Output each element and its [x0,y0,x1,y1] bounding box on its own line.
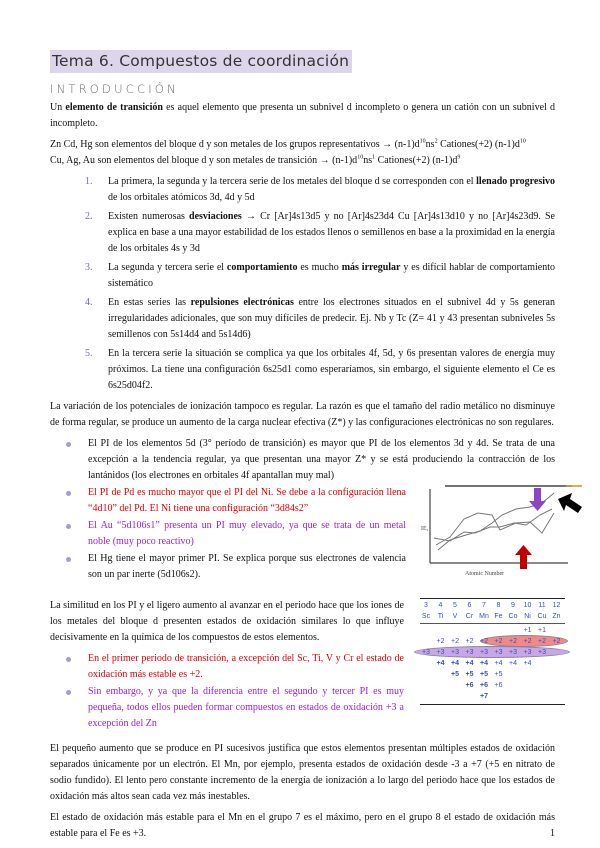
group-number: 12 [552,602,561,609]
list-item [85,209,555,257]
sup: 9 [457,154,461,161]
element-symbol: Zn [552,613,561,620]
oxidation-state: +5 [465,671,474,678]
list-number: 4. [85,297,93,308]
text: Cationes(+2) (n-1)d [437,139,520,150]
group-number: 10 [523,602,532,609]
text: y es difícil hablar de comportamiento sistemático [108,262,555,289]
oxidation-state: +3 [538,649,546,656]
bullet-icon [66,557,71,562]
oxidation-state: +2 [523,638,532,645]
bullet-icon [66,657,71,662]
oxidation-state: +2 [509,638,517,645]
oxidation-state: +2 [436,638,445,645]
sup: 1 [372,154,376,161]
oxidation-state: +4 [494,660,503,667]
x-axis-label: Atomic Number [465,571,505,577]
oxidation-state: +3 [480,649,488,656]
oxidation-state: +6 [465,682,474,689]
oxidation-state: +4 [523,660,532,667]
text: El Au “5d106s1” presenta un PI muy elevado, ya que se trata de un metal noble (muy poco reactivo) [88,520,406,547]
oxidation-state: +5 [494,671,503,678]
bullet-icon [66,690,71,695]
sup: 10 [419,138,426,145]
bold-term: comportamiento [226,262,298,273]
list-item [85,174,555,206]
bold-term: más irregular [341,262,401,273]
oxidation-state: +4 [436,660,445,667]
oxidation-state: +2 [538,638,546,645]
bullet-icon [66,491,71,496]
text: Cationes(+2) (n-1)d [375,155,458,166]
oxidation-state: +3 [523,649,532,656]
paragraph-definition [50,100,555,132]
oxidation-state: +4 [451,660,459,667]
oxidation-state: +6 [480,682,488,689]
text: El PI de Pd es mucho mayor que el PI del Ni. Se debe a la configuración llena “4d10” del Pd. El Ni tiene una configuración “3d84s2” [88,487,406,514]
bullet-item [88,485,555,517]
text: Cu, Ag, Au son elementos del bloque d y son metales de transición → (n-1)d [50,155,358,166]
list-number: 2. [85,211,93,222]
oxidation-state: +5 [451,671,459,678]
sup: 10 [519,138,526,145]
oxidation-state: +1 [538,627,546,634]
text: ns [425,139,435,150]
group-number: 3 [424,602,428,609]
sup: 10 [357,154,364,161]
text: Existen numerosas [108,211,190,222]
spacer [50,584,555,598]
oxidation-state: +4 [465,660,474,667]
bullet-item [88,684,555,732]
oxidation-state: +7 [480,693,488,700]
oxidation-state: +3 [465,649,474,656]
bullet-icon [66,442,71,447]
sup: 2 [434,138,438,145]
text: entre los electrones situados en el subnivel 4d y 5s generan irregularidades adicionales, que son muy difíciles de predecir. Ej. Nb y Tc (Z= 41 y 43 presentan subniveles 5s semillenos con 5s14d4 and 5s14d6) [108,297,555,340]
text: de los orbitales atómicos 3d, 4d y 5d [108,192,255,203]
bullet-item [88,651,555,683]
text: Un [50,102,66,113]
text: ns [363,155,373,166]
paragraph-ionization: La variación de los potenciales de ionización tampoco es regular. La razón es que el tamaño del radio metálico no disminuye de forma regular, se produce un aumento de la carga nuclear efectiva (Z*) y las configuraciones electrónicas no son regulares. [50,401,555,428]
oxidation-state: +6 [494,682,503,689]
text: Sin embargo, y ya que la diferencia entre el segundo y tercer PI es muy pequeña, todos ellos pueden formar compuestos en estados de oxidación +3 a excepción del Zn [88,686,404,729]
group-number: 8 [496,602,501,609]
oxidation-state: +3 [494,649,503,656]
element-symbol: Cu [537,613,547,620]
list-number: 5. [85,348,93,359]
section-heading: INTRODUCCIÓN [50,82,179,96]
bullet-item [88,436,555,484]
oxidation-state: +2 [494,638,503,645]
oxidation-state: +2 [552,638,561,645]
text: La primera, la segunda y la tercera serie de los metales del bloque d se corresponden con el [108,176,477,187]
text: En el primer periodo de transición, a excepción del Sc, Ti, V y Cr el estado de oxidación más estable es +2. [88,653,404,680]
text-line [50,137,555,153]
bold-term: repulsiones electrónicas [190,297,294,308]
text: El Hg tiene el mayor primer PI. Se explica porque sus electrones de valencia son un par inerte (5d106s2). [88,553,406,580]
bold-term: llenado progresivo [476,176,555,187]
bullet-item [88,518,555,550]
element-symbol: Co [508,613,518,620]
element-symbol: Ni [524,613,531,620]
list-item [85,260,555,292]
text: La segunda y tercera serie el [108,262,227,273]
bold-term: elemento de transición [65,102,163,113]
black-arrow-icon [558,493,582,513]
oxidation-state: +4 [480,660,488,667]
oxidation-state: +4 [509,660,517,667]
group-number: 6 [467,602,472,609]
text: En estas series las [108,297,191,308]
oxidation-state: +1 [523,627,532,634]
text: El PI de los elementos 5d (3° período de transición) es mayor que PI de los elementos 3d y 4d. Se trata de una excepción a la tendencia regular, ya que presentan una mayor Z* y se está produciendo la contracción de los lantánidos (los electrones en orbitales 4f apantallan muy mal) [88,438,555,481]
text: es mucho [297,262,342,273]
oxidation-state: +5 [480,671,488,678]
element-symbol: Ti [437,613,444,620]
paragraph-mn-fe: El estado de oxidación más estable para el Mn en el grupo 7 es el máximo, pero en el grupo 8 el estado de oxidación más estable para el Fe es +3. [50,812,555,839]
y-axis-label: IE₁ [421,526,429,532]
oxidation-state: +3 [422,649,430,656]
bold-term: desviaciones [189,211,242,222]
oxidation-state: +3 [451,649,459,656]
spacer [50,733,555,741]
group-number: 5 [453,602,457,609]
paragraph-similarity: La similitud en los PI y el ligero aumento al avanzar en el periodo hace que los iones de los metales del bloque d presenten estados de oxidación similares lo que influye decisivamente en la química de los compuestos de estos elementos. [50,600,404,643]
element-symbol: Mn [479,613,489,620]
element-symbol: V [452,613,458,620]
table-rule [420,623,565,624]
paragraph-multiple-states: El pequeño aumento que se produce en PI sucesivos justifica que estos elementos presentan múltiples estados de oxidación separados únicamente por un electrón. El Mn, por ejemplo, presenta estados de oxidación desde -3 a +7 (+5 en nitrato de sodio fundido). El lento pero constante incremento de la energía de ionización a lo largo del periodo hace que los estados de oxidación más altos sean cada vez más inestables. [50,743,555,802]
page-title: Tema 6. Compuestos de coordinación [50,50,352,73]
oxidation-state: +3 [509,649,517,656]
list-number: 1. [85,176,93,187]
text: Zn Cd, Hg son elementos del bloque d y son metales de los grupos representativos → (n-1)d [50,139,420,150]
text: En la tercera serie la situación se complica ya que los orbitales 4f, 5d, y 6s presentan valores de energía muy próximos. La tiene una configuración 6s25d1 como esperaríamos, sin embargo, el siguiente elemento el Ce es 6s25d04f2. [108,348,555,391]
list-number: 3. [85,262,93,273]
element-symbol: Cr [465,613,474,620]
list-item [85,346,555,394]
paragraph-groups [50,137,555,169]
group-number: 9 [511,602,515,609]
bullet-item [88,551,555,583]
page-number: 1 [550,828,555,839]
oxidation-state: +3 [436,649,445,656]
group-number: 11 [538,602,546,609]
table-rule [420,598,565,599]
list-item [85,295,555,343]
oxidation-state: +2 [480,638,488,645]
main-column [50,100,561,847]
element-symbol: Sc [421,613,431,620]
oxidation-state: +2 [451,638,459,645]
text: es aquel elemento que presenta un subnivel d incompleto o genera un catión con un subnivel d incompleto. [50,102,555,129]
text-line [50,153,555,169]
element-symbol: Fe [494,613,503,620]
bullet-icon [66,524,71,529]
group-number: 7 [482,602,486,609]
text: → Cr [Ar]4s13d5 y no [Ar]4s23d4 Cu [Ar]4s13d10 y no [Ar]4s23d9. Se explica en base a una mayor estabilidad de los estados llenos o semillenos en base a la proximidad en la energía de los orbitales 4s y 3d [108,211,555,254]
oxidation-state: +2 [465,638,474,645]
group-number: 4 [438,602,443,609]
